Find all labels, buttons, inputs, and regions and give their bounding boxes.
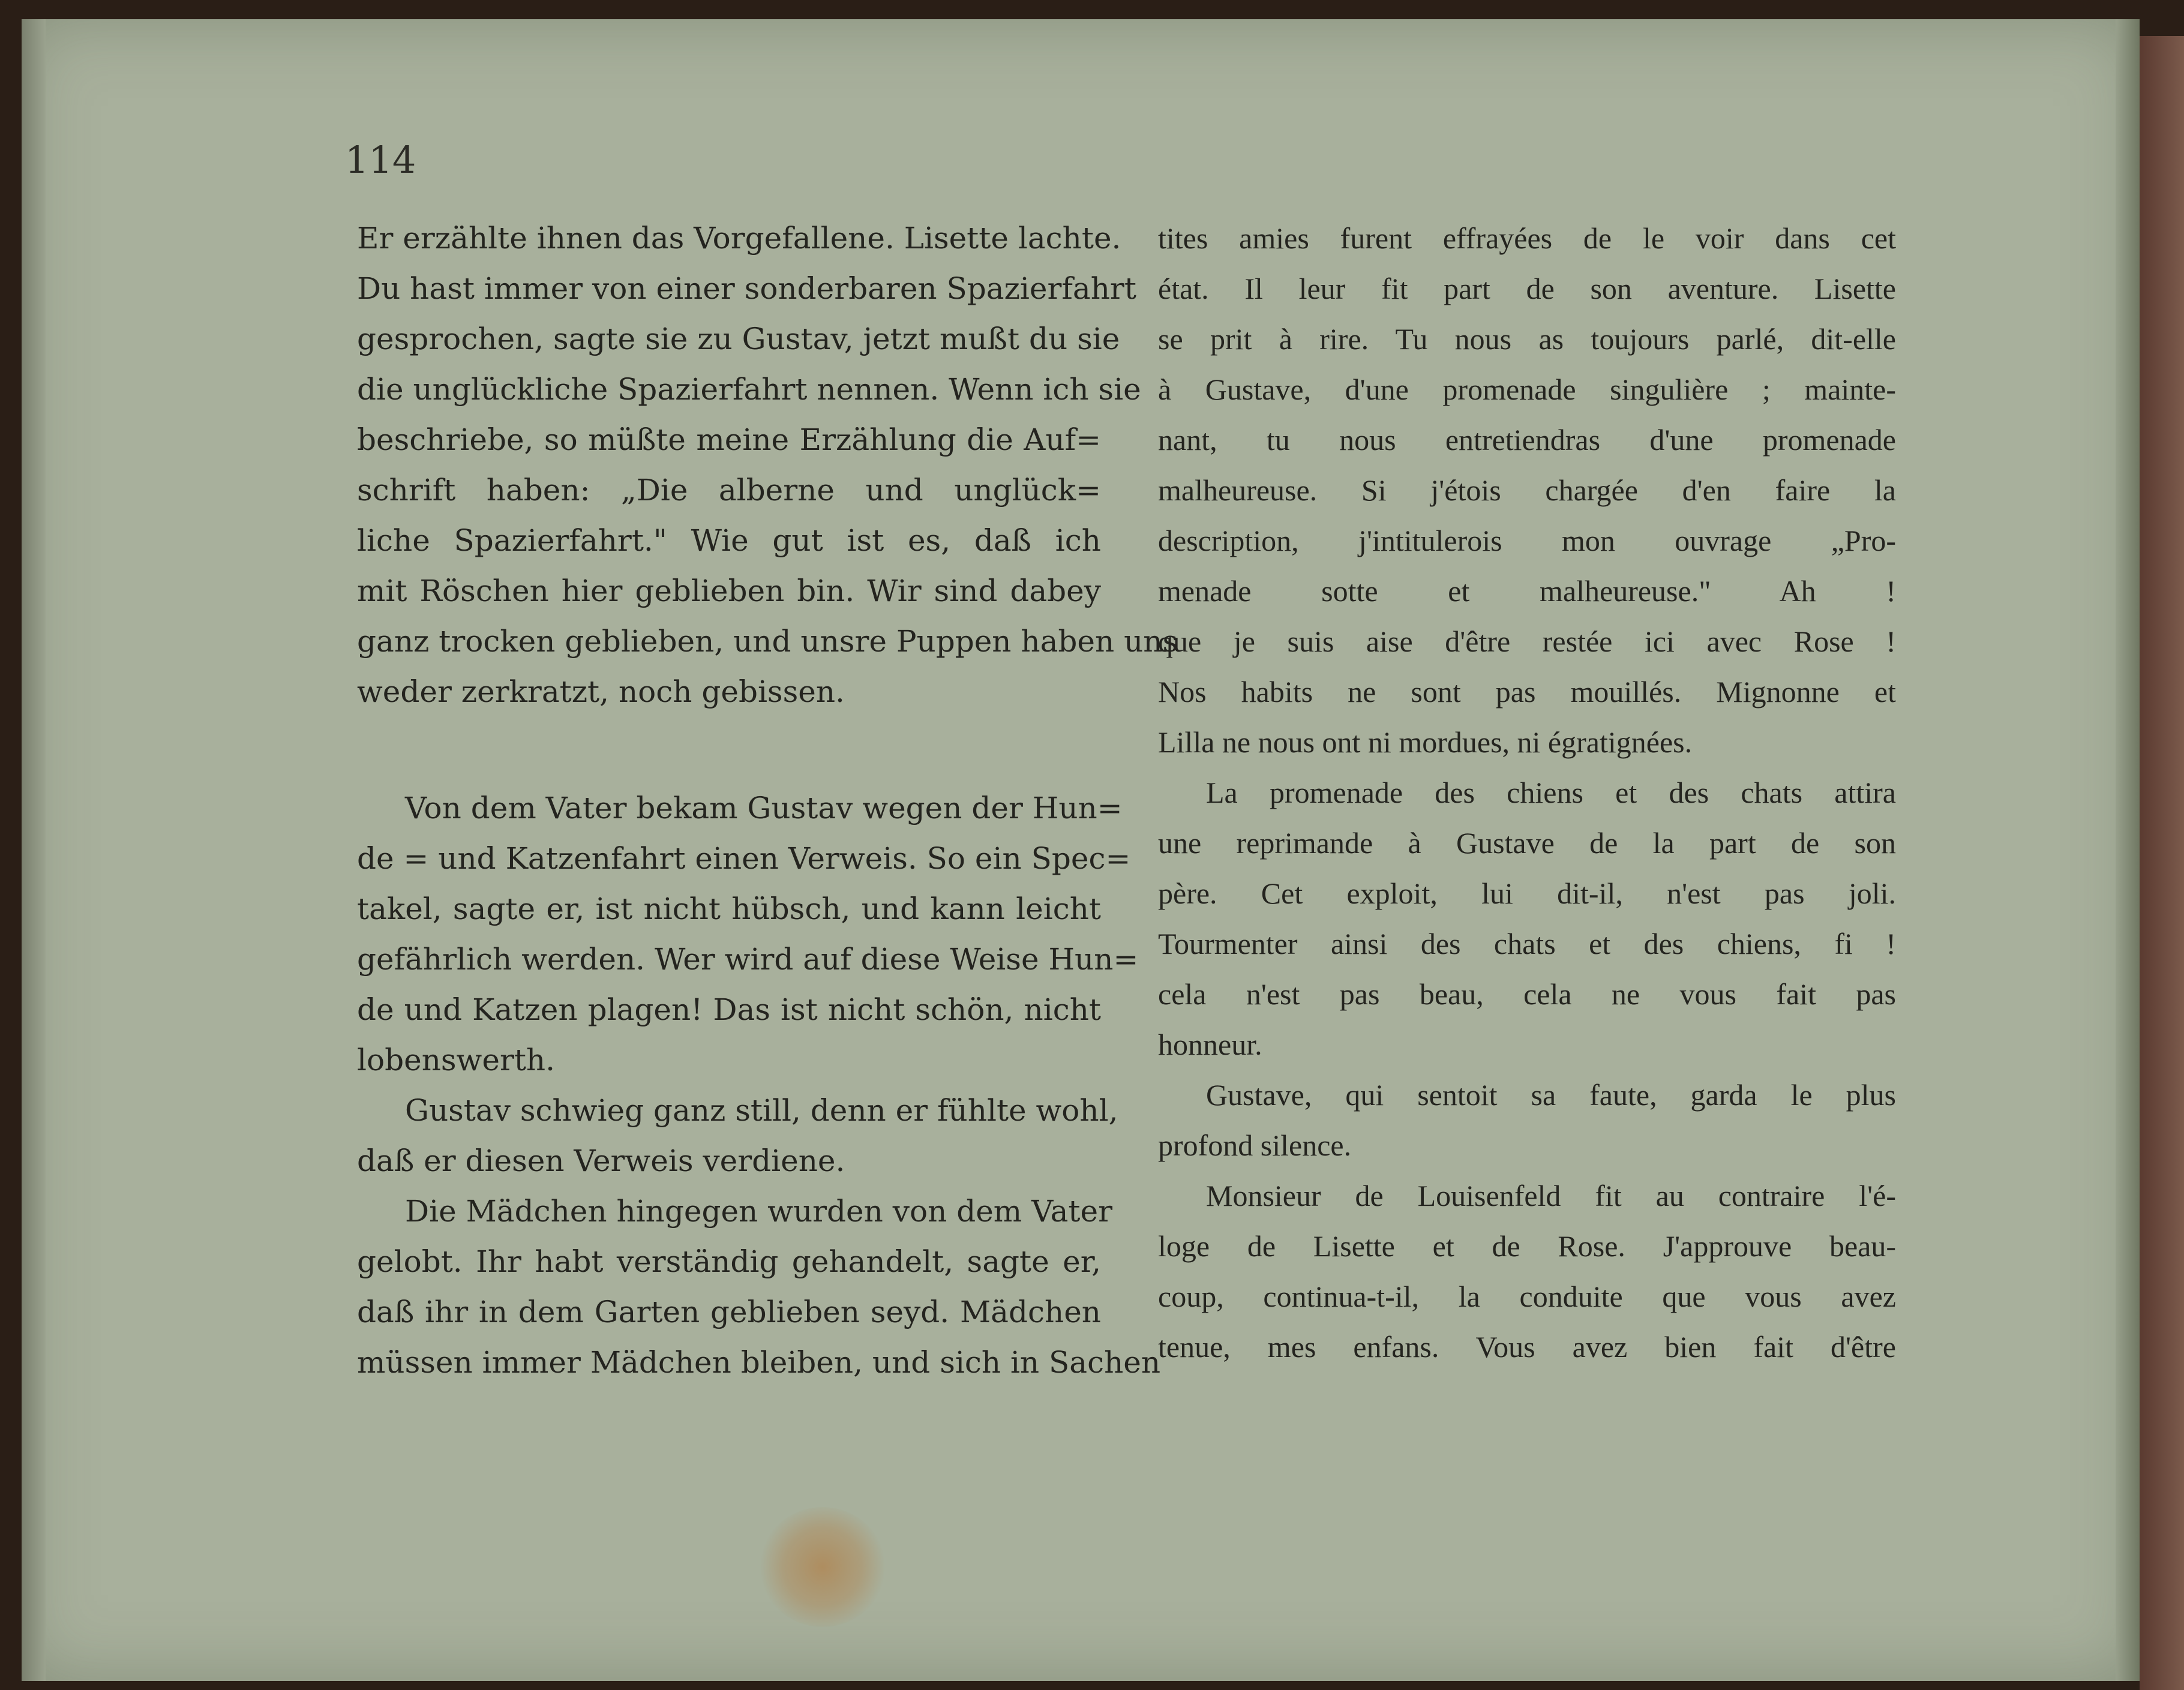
text-line: une reprimande à Gustave de la part de son <box>1158 826 1896 860</box>
text-line: coup, continua-t-il, la conduite que vous avez <box>1158 1280 1896 1313</box>
text-line: weder zerkratzt, noch gebissen. <box>357 674 845 709</box>
text-line: gelobt. Ihr habt verständig gehandelt, sagte er, <box>357 1244 1101 1279</box>
page-number: 114 <box>345 138 416 182</box>
text-line: description, j'intitulerois mon ouvrage „Pro- <box>1158 524 1896 557</box>
text-line: menade sotte et malheureuse." Ah ! <box>1158 574 1896 608</box>
page-gutter <box>2116 19 2140 1681</box>
text-line: müssen immer Mädchen bleiben, und sich in Sachen <box>357 1345 1161 1380</box>
text-line: beschriebe, so müßte meine Erzählung die Auf= <box>357 422 1101 457</box>
german-column <box>357 213 1178 1388</box>
text-line: Nos habits ne sont pas mouillés. Mignonne et <box>1158 675 1896 709</box>
text-line: loge de Lisette et de Rose. J'approuve beau- <box>1158 1229 1896 1263</box>
text-line: mit Röschen hier geblieben bin. Wir sind dabey <box>357 574 1101 608</box>
text-line: gefährlich werden. Wer wird auf diese Weise Hun= <box>357 942 1139 977</box>
text-line: liche Spazierfahrt." Wie gut ist es, daß ich <box>357 523 1101 558</box>
text-line: à Gustave, d'une promenade singulière ; mainte- <box>1158 373 1896 406</box>
text-line: ganz trocken geblieben, und unsre Puppen haben uns <box>357 624 1178 659</box>
text-line: Von dem Vater bekam Gustav wegen der Hun= <box>405 791 1123 826</box>
text-line: gesprochen, sagte sie zu Gustav, jetzt mußt du sie <box>357 322 1120 356</box>
text-line: Monsieur de Louisenfeld fit au contraire l'é- <box>1206 1179 1896 1212</box>
text-line: père. Cet exploit, lui dit-il, n'est pas joli. <box>1158 876 1896 910</box>
text-line: de = und Katzenfahrt einen Verweis. So ein Spec= <box>357 841 1131 876</box>
text-line: takel, sagte er, ist nicht hübsch, und kann leicht <box>357 891 1101 926</box>
text-line: Gustave, qui sentoit sa faute, garda le plus <box>1206 1078 1896 1112</box>
text-line: Du hast immer von einer sonderbaren Spazierfahrt <box>357 271 1136 306</box>
text-line: nant, tu nous entretiendras d'une promenade <box>1158 423 1896 457</box>
french-column <box>1158 213 1896 1372</box>
text-line: de und Katzen plagen! Das ist nicht schön, nicht <box>357 992 1101 1027</box>
text-line: schrift haben: „Die alberne und unglück= <box>357 473 1101 508</box>
text-line: Lilla ne nous ont ni mordues, ni égratignées. <box>1158 725 1693 759</box>
text-line: état. Il leur fit part de son aventure. Lisette <box>1158 272 1896 305</box>
text-line: que je suis aise d'être restée ici avec Rose ! <box>1158 625 1896 658</box>
text-line: lobenswerth. <box>357 1043 556 1077</box>
text-line: malheureuse. Si j'étois chargée d'en faire la <box>1158 473 1896 507</box>
text-line: profond silence. <box>1158 1128 1352 1162</box>
paper-stain <box>760 1507 886 1627</box>
text-line: Gustav schwieg ganz still, denn er fühlte wohl, <box>405 1093 1118 1128</box>
text-line: se prit à rire. Tu nous as toujours parlé, dit-elle <box>1158 322 1896 356</box>
text-line: daß ihr in dem Garten geblieben seyd. Mädchen <box>357 1295 1101 1329</box>
text-line: La promenade des chiens et des chats attira <box>1206 776 1896 809</box>
text-line: tites amies furent effrayées de le voir dans cet <box>1158 221 1896 255</box>
text-line: cela n'est pas beau, cela ne vous fait pas <box>1158 977 1896 1011</box>
text-line: honneur. <box>1158 1028 1262 1061</box>
page-left-edge <box>22 19 46 1681</box>
paragraph-gap <box>357 717 1101 783</box>
text-line: Die Mädchen hingegen wurden von dem Vater <box>405 1194 1113 1229</box>
text-line: Tourmenter ainsi des chats et des chiens, fi ! <box>1158 927 1896 960</box>
text-line: die unglückliche Spazierfahrt nennen. Wenn ich sie <box>357 372 1141 407</box>
text-line: daß er diesen Verweis verdiene. <box>357 1143 845 1178</box>
text-line: tenue, mes enfans. Vous avez bien fait d'être <box>1158 1330 1896 1364</box>
adjacent-page-edge <box>2140 36 2184 1690</box>
text-line: Er erzählte ihnen das Vorgefallene. Lisette lachte. <box>357 221 1121 256</box>
